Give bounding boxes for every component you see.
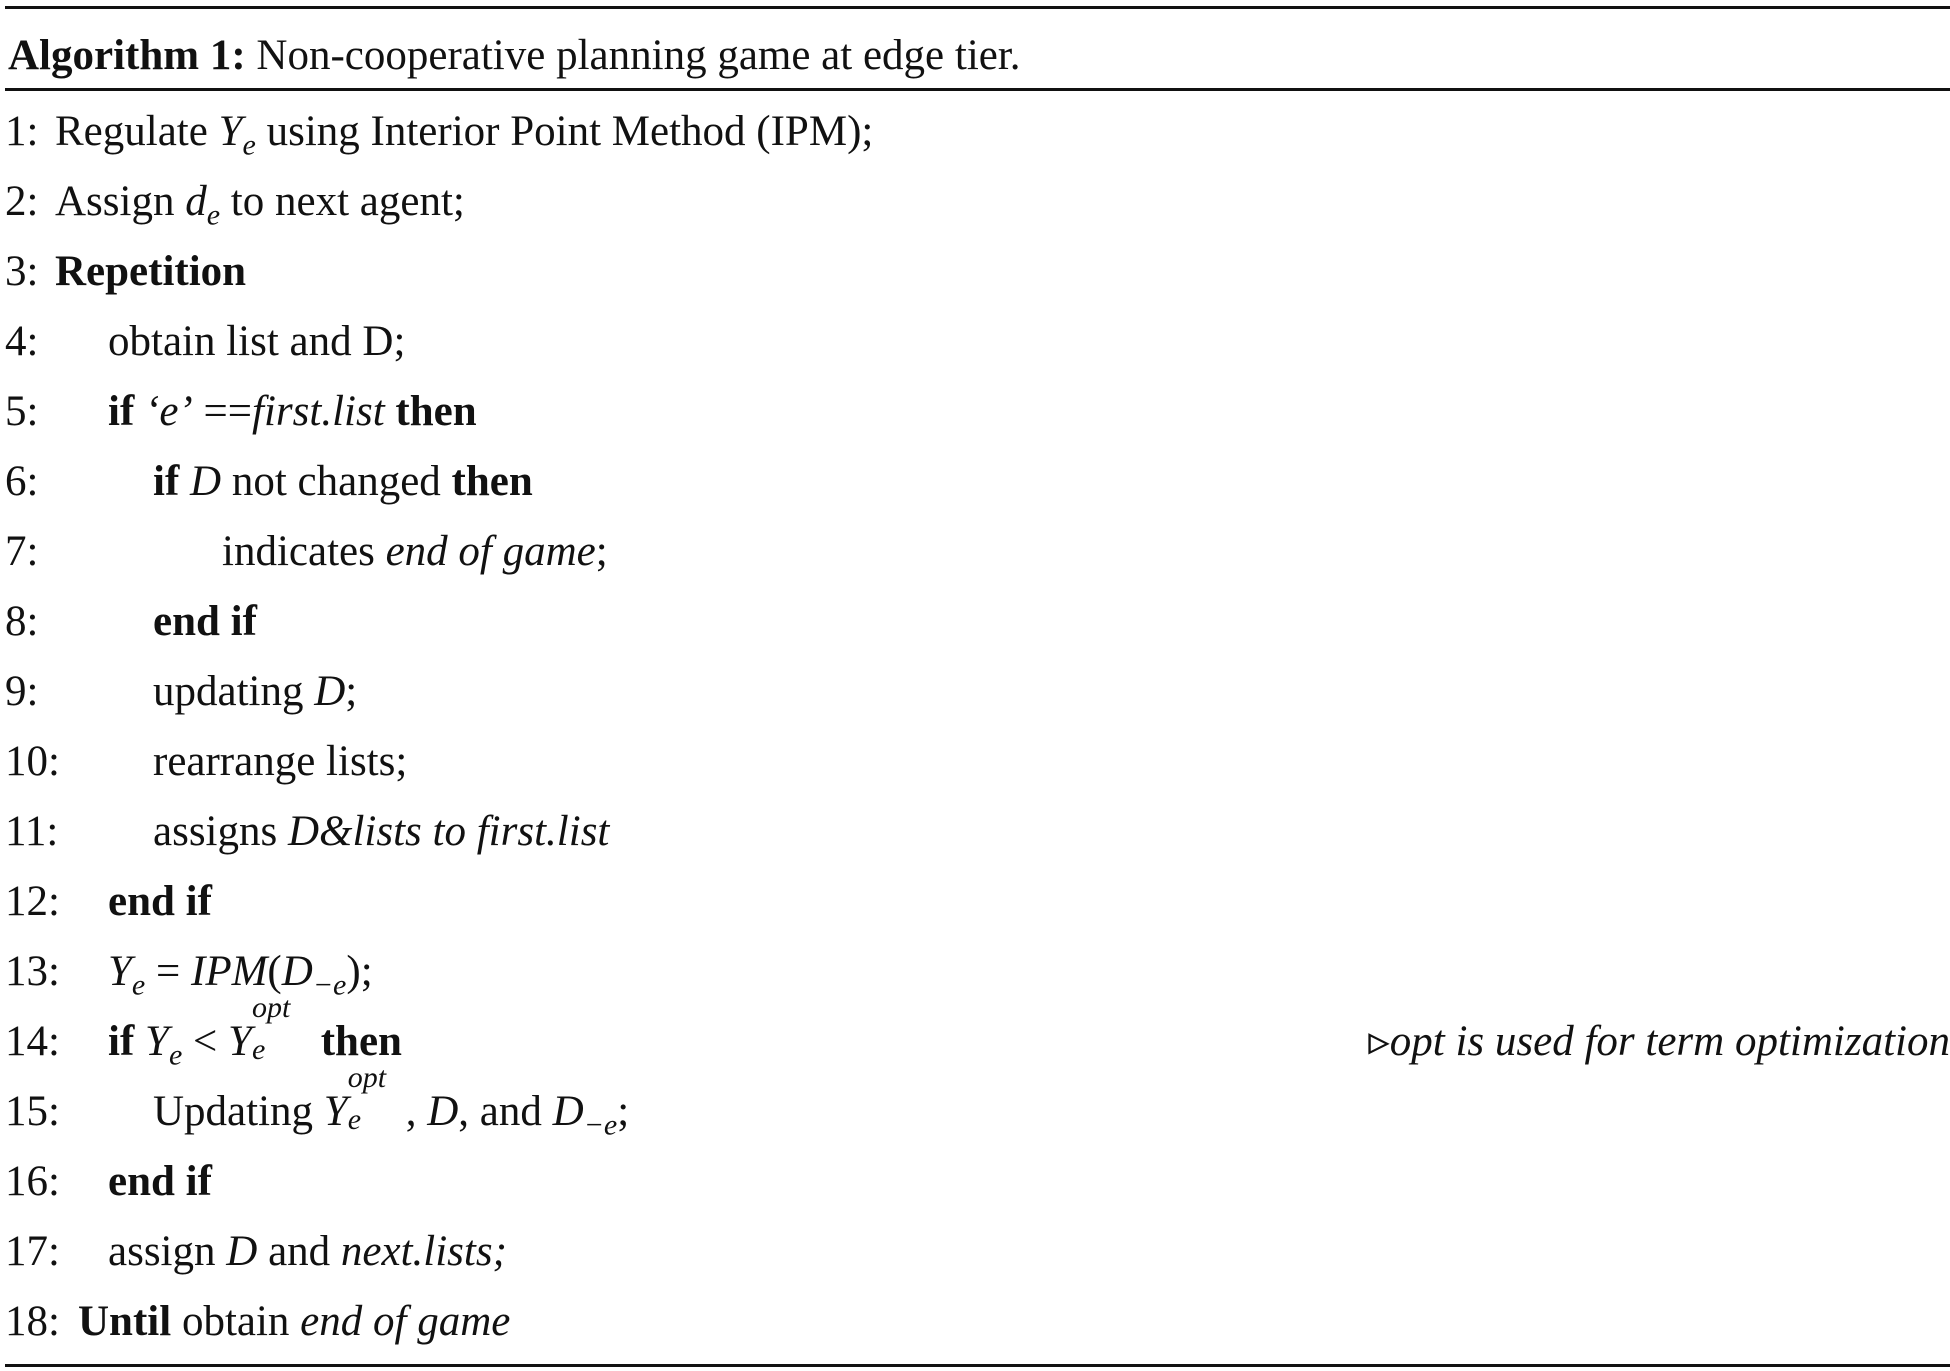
line-var: Y xyxy=(108,948,132,995)
line-text: obtain list and D; xyxy=(108,318,406,365)
line-operator: < xyxy=(193,1018,218,1065)
algorithm-line-15 xyxy=(0,1061,1950,1147)
line-number: 14: xyxy=(5,1018,60,1065)
algorithm-line-11 xyxy=(0,797,1950,867)
line-sub: e xyxy=(168,1038,183,1072)
line-sub-3: −e xyxy=(583,1108,618,1142)
line-content xyxy=(78,1287,510,1357)
line-text: obtain xyxy=(181,1298,290,1345)
line-separator-2: , and xyxy=(458,1088,542,1135)
line-rest: to next agent; xyxy=(230,178,465,225)
line-number: 5: xyxy=(5,388,39,435)
line-number: 18: xyxy=(5,1298,60,1345)
line-var: end of game xyxy=(300,1298,511,1345)
line-number: 12: xyxy=(5,878,60,925)
algorithm-line-12 xyxy=(0,867,1950,937)
line-text: Updating xyxy=(153,1088,314,1135)
line-number: 13: xyxy=(5,948,60,995)
line-content xyxy=(55,167,465,237)
line-sub: e xyxy=(242,128,256,162)
line-var-3: D xyxy=(552,1088,584,1135)
line-keyword: end if xyxy=(153,598,257,645)
caption-rule xyxy=(5,88,1950,91)
line-sup: opt xyxy=(251,991,291,1024)
line-content xyxy=(55,97,873,167)
line-keyword-2: then xyxy=(451,458,533,505)
line-text: assigns xyxy=(153,808,278,855)
algorithm-line-2 xyxy=(0,167,1950,237)
line-sup: opt xyxy=(347,1061,387,1094)
line-content xyxy=(108,1217,507,1287)
bottom-rule xyxy=(5,1364,1950,1367)
line-text: indicates xyxy=(222,528,375,575)
line-number: 9: xyxy=(5,668,39,715)
algorithm-caption xyxy=(8,20,1021,92)
line-keyword-2: then xyxy=(320,1018,402,1065)
line-number: 8: xyxy=(5,598,39,645)
line-content xyxy=(153,447,533,517)
line-number: 10: xyxy=(5,738,60,785)
line-var: Y xyxy=(145,1018,169,1065)
line-number: 7: xyxy=(5,528,39,575)
line-content xyxy=(153,587,257,657)
line-sub: e xyxy=(206,198,221,232)
algorithm-line-7 xyxy=(0,517,1950,587)
line-content xyxy=(153,727,407,797)
line-text: Regulate xyxy=(55,108,208,155)
algorithm-line-9 xyxy=(0,657,1950,727)
line-sub: e xyxy=(131,968,146,1002)
line-keyword: Repetition xyxy=(55,248,247,295)
sup-sub-pair xyxy=(251,991,310,1066)
line-sub-2: e xyxy=(251,1033,266,1066)
line-number: 16: xyxy=(5,1158,60,1205)
line-comment: ▹opt is used for term optimization xyxy=(1368,1018,1950,1065)
line-text: assign xyxy=(108,1228,216,1275)
line-var: D xyxy=(190,458,222,505)
caption-label: Algorithm 1: xyxy=(8,32,246,79)
algorithm-line-17 xyxy=(0,1217,1950,1287)
line-var: D xyxy=(314,668,346,715)
line-argument-sub: −e xyxy=(312,968,347,1002)
line-var: Y xyxy=(323,1088,348,1135)
line-argument: D xyxy=(281,948,313,995)
line-number: 15: xyxy=(5,1088,60,1135)
line-rest: using Interior Point Method (IPM); xyxy=(266,108,874,155)
sup-sub-pair xyxy=(347,1061,406,1136)
line-number: 6: xyxy=(5,458,39,505)
algorithm-line-8 xyxy=(0,587,1950,657)
line-content xyxy=(108,1147,212,1217)
algorithm-line-4 xyxy=(0,307,1950,377)
line-keyword: if xyxy=(108,1018,135,1065)
line-var: end of game xyxy=(385,528,596,575)
line-var: D xyxy=(226,1228,258,1275)
line-content xyxy=(108,307,405,377)
line-var: Y xyxy=(218,108,243,155)
line-number: 17: xyxy=(5,1228,60,1275)
line-var: d xyxy=(185,178,207,225)
algorithm-line-13 xyxy=(0,937,1950,1007)
line-var-2: D xyxy=(427,1088,459,1135)
line-keyword: if xyxy=(108,388,135,435)
line-sub: e xyxy=(347,1103,362,1136)
caption-text: Non-cooperative planning game at edge tier. xyxy=(256,32,1021,79)
algorithm-line-14 xyxy=(0,991,1950,1077)
line-var-2: next.lists; xyxy=(340,1228,507,1275)
line-rest: ; xyxy=(360,948,373,995)
line-rest: ; xyxy=(595,528,608,575)
algorithm-line-5 xyxy=(0,377,1950,447)
line-number: 2: xyxy=(5,178,39,225)
line-text: Assign xyxy=(55,178,175,225)
line-content xyxy=(222,517,608,587)
line-content: $Y_e = IPM(D_{-e})$; xyxy=(108,948,373,1002)
line-function: IPM xyxy=(191,948,268,995)
line-keyword: end if xyxy=(108,1158,212,1205)
top-rule xyxy=(5,6,1950,9)
line-content xyxy=(153,657,357,727)
line-text: not changed xyxy=(231,458,441,505)
line-operator: = xyxy=(156,948,181,995)
line-quote: ‘e’ xyxy=(145,388,193,435)
line-operator: == xyxy=(203,388,253,435)
line-number: 3: xyxy=(5,248,39,295)
line-keyword: end if xyxy=(108,878,212,925)
algorithm-line-1 xyxy=(0,97,1950,167)
algorithm-line-6 xyxy=(0,447,1950,517)
algorithm-line-10 xyxy=(0,727,1950,797)
algorithm-line-18 xyxy=(0,1287,1950,1357)
line-content xyxy=(55,237,246,307)
line-text: rearrange lists; xyxy=(153,738,408,785)
line-separator: , xyxy=(405,1088,417,1135)
line-separator: and xyxy=(268,1228,331,1275)
line-var: D&lists to first.list xyxy=(287,808,610,855)
line-keyword: Until xyxy=(78,1298,172,1345)
line-content xyxy=(153,797,609,867)
algorithm-line-16 xyxy=(0,1147,1950,1217)
line-content xyxy=(108,377,477,447)
line-keyword: if xyxy=(153,458,180,505)
line-rest: ; xyxy=(345,668,358,715)
line-number: 1: xyxy=(5,108,39,155)
line-number: 11: xyxy=(5,808,59,855)
line-var: first.list xyxy=(252,388,385,435)
line-number: 4: xyxy=(5,318,39,365)
line-content xyxy=(153,1061,630,1147)
line-text: updating xyxy=(153,668,304,715)
algorithm-line-3 xyxy=(0,237,1950,307)
line-keyword-2: then xyxy=(395,388,477,435)
line-rest: ; xyxy=(617,1088,630,1135)
line-content xyxy=(108,867,212,937)
line-var-2: Y xyxy=(228,1018,252,1065)
